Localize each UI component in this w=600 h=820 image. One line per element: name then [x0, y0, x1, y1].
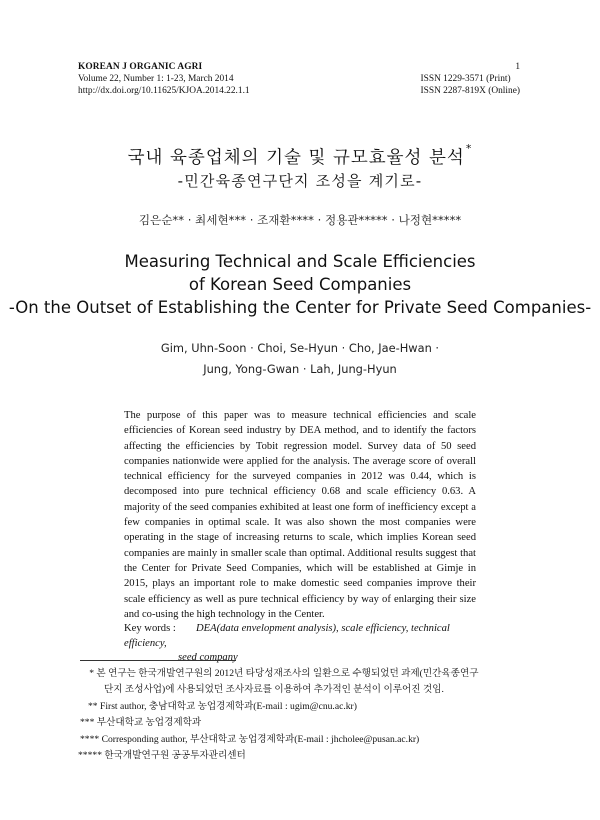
english-title-line-2: of Korean Seed Companies [188, 275, 412, 294]
abstract: The purpose of this paper was to measure technical efficiencies and scale efficiencies of Korean seed industry by DEA method, and to identify the factors affecting the efficiencies by Tobit regression model. Survey data of 50 seed companies nationwide were applied for the analysis. The average score of overall technical efficiency for the surveyed companies in 2012 was 0.44, which is decomposed into pure technical efficiency 0.68 and scale efficiency 0.63. A majority of the seed companies exhibited at least one form of inefficiency except a few companies in optimal scale. It was also shown the most companies were operating in the stage of increasing returns to scale, which implies Korean seed companies are mainly in smaller scale than optimal. Additional results suggest that the Center for Private Seed Companies, which will be established at Gimje in 2015, plays an important role to make domestic seed companies improve their scale efficiency as well as pure technical efficiency by way of enlarging their size and co-using the high technology in the Center. [124, 410, 476, 620]
running-header-left [78, 61, 250, 97]
footnote [78, 732, 528, 748]
keywords [124, 622, 484, 666]
english-authors [0, 338, 600, 380]
footnote [78, 699, 528, 715]
running-header-right [421, 61, 520, 97]
keywords-line-2: seed company [178, 652, 238, 663]
keywords-line-1: DEA(data envelopment analysis), scale efficiency, technical efficiency, [124, 623, 450, 649]
volume-line: Volume 22, Number 1: 1-23, March 2014 [78, 74, 234, 84]
keywords-label: Key words : [124, 623, 176, 634]
footnote [78, 748, 528, 764]
korean-authors: 김은순** · 최세현*** · 조재환**** · 정용관***** · 나정현***** [138, 213, 462, 227]
footnote-text: First author, 충남대학교 농업경제학과(E-mail : ugim@cnu.ac.kr) [100, 700, 357, 712]
footnote [78, 715, 528, 731]
english-authors-line-2: Jung, Yong-Gwan · Lah, Jung-Hyun [203, 362, 397, 376]
issn-online: ISSN 2287-819X (Online) [420, 86, 520, 96]
footnote-text: 부산대학교 농업경제학과 [96, 717, 202, 729]
english-title-line-3: -On the Outset of Establishing the Center for Private Seed Companies- [8, 298, 592, 317]
korean-title-text: 국내 육종업체의 기술 및 규모효율성 분석 [127, 148, 465, 168]
english-title [0, 250, 600, 319]
journal-name: KOREAN J ORGANIC AGRI [78, 62, 203, 72]
issn-print: ISSN 1229-3571 (Print) [420, 74, 511, 84]
footnote-text: 한국개발연구원 공공투자관리센터 [104, 750, 246, 762]
footnote-mark: * [89, 668, 94, 679]
footnote [78, 666, 528, 699]
page-number: 1 [515, 62, 520, 72]
english-authors-line-1: Gim, Uhn-Soon · Choi, Se-Hyun · Cho, Jae-Hwan · [160, 341, 440, 355]
footnote-mark: **** [80, 733, 100, 745]
footnote-mark: ** [88, 700, 98, 712]
footnote-mark: ***** [78, 750, 102, 762]
footnote-text: Corresponding author, 부산대학교 농업경제학과(E-mail : jhcholee@pusan.ac.kr) [101, 733, 420, 745]
korean-title [0, 144, 600, 169]
footnote-text: 본 연구는 한국개발연구원의 2012년 타당성재조사의 일환으로 수행되었던 과제(민간육종연구 [96, 668, 479, 679]
footnote-text-continued: 단지 조성사업)에 사용되었던 조사자료를 이용하여 추가적인 분석이 이루어진 것임. [104, 684, 444, 696]
footnotes [78, 666, 528, 764]
footnote-mark: *** [80, 717, 95, 729]
footnote-divider [80, 660, 236, 661]
english-title-line-1: Measuring Technical and Scale Efficiencies [124, 252, 476, 271]
title-footnote-mark: * [465, 142, 473, 155]
korean-subtitle: -민간육종연구단지 조성을 계기로- [177, 172, 423, 190]
doi-link[interactable]: http://dx.doi.org/10.11625/KJOA.2014.22.1.1 [78, 86, 250, 96]
